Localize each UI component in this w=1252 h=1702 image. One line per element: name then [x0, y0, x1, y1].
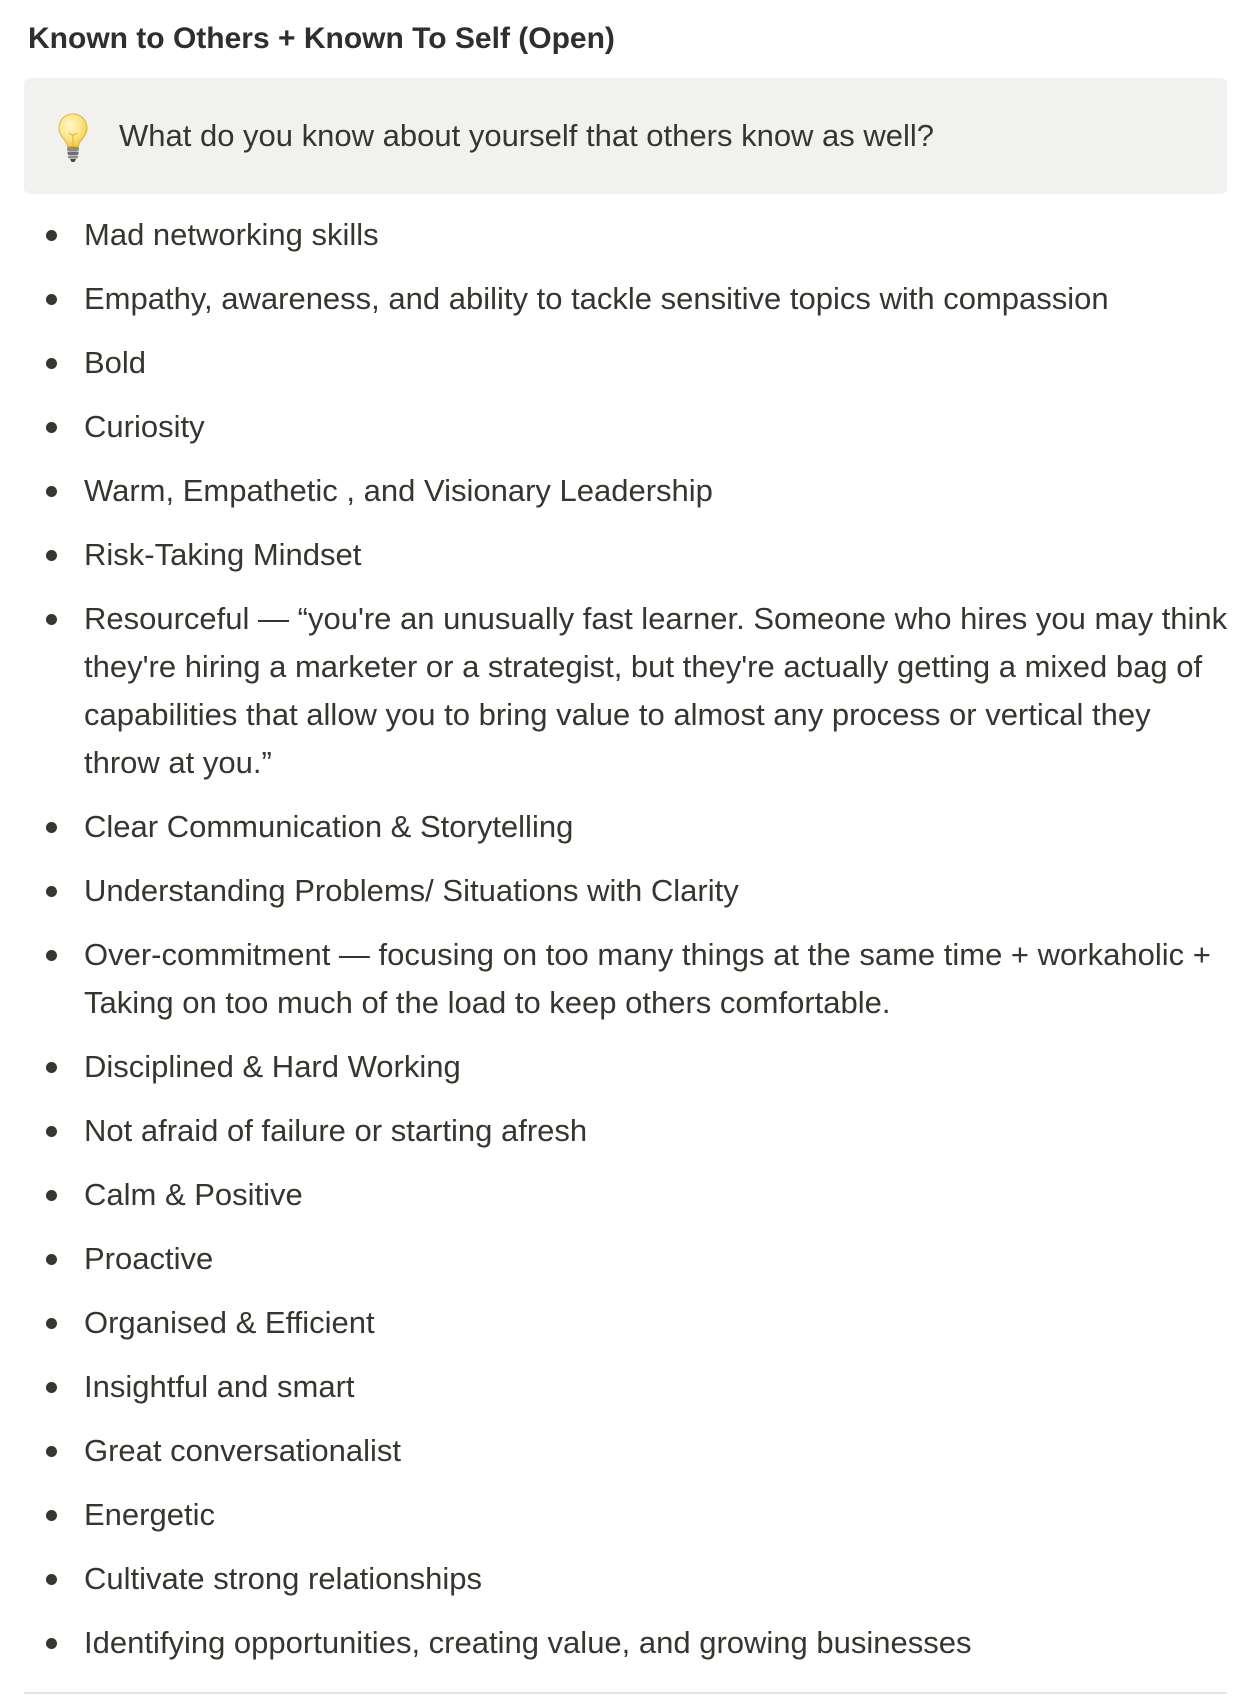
bulleted-list: [0, 211, 1252, 1683]
list-item-text: Calm & Positive: [84, 1177, 303, 1212]
list-item-text: Over-commitment — focusing on too many things at the same time + workaholic + Taking on too much of the load to keep others comfortable.: [84, 937, 1211, 1020]
list-item[interactable]: [0, 1299, 1252, 1347]
list-item-text: Mad networking skills: [84, 217, 379, 252]
list-item-text: Not afraid of failure or starting afresh: [84, 1113, 588, 1148]
list-item[interactable]: [0, 931, 1252, 1027]
list-item-text: Insightful and smart: [84, 1369, 355, 1404]
list-item[interactable]: [0, 339, 1252, 387]
list-item-text: Organised & Efficient: [84, 1305, 375, 1340]
list-item[interactable]: [0, 275, 1252, 323]
list-item[interactable]: [0, 1555, 1252, 1603]
bullet-dot-icon: [46, 358, 57, 369]
list-item[interactable]: [0, 803, 1252, 851]
bullet-dot-icon: [46, 1190, 57, 1201]
list-item[interactable]: [0, 1171, 1252, 1219]
list-item-text: Proactive: [84, 1241, 214, 1276]
list-item[interactable]: [0, 1619, 1252, 1667]
list-item[interactable]: [0, 1043, 1252, 1091]
list-item-text: Disciplined & Hard Working: [84, 1049, 461, 1084]
list-item[interactable]: [0, 1491, 1252, 1539]
list-item[interactable]: [0, 1363, 1252, 1411]
bullet-dot-icon: [46, 1446, 57, 1457]
list-item-text: Great conversationalist: [84, 1433, 402, 1468]
list-item[interactable]: [0, 531, 1252, 579]
bullet-dot-icon: [46, 550, 57, 561]
bullet-dot-icon: [46, 486, 57, 497]
bullet-dot-icon: [46, 1318, 57, 1329]
section-heading[interactable]: Known to Others + Known To Self (Open): [28, 22, 615, 55]
bullet-dot-icon: [46, 422, 57, 433]
bullet-dot-icon: [46, 886, 57, 897]
bullet-dot-icon: [46, 1510, 57, 1521]
list-item[interactable]: [0, 1235, 1252, 1283]
list-item-text: Understanding Problems/ Situations with Clarity: [84, 873, 739, 908]
list-item-text: Cultivate strong relationships: [84, 1561, 483, 1596]
list-item-text: Energetic: [84, 1497, 215, 1532]
list-item-text: Clear Communication & Storytelling: [84, 809, 574, 844]
list-item-text: Warm, Empathetic , and Visionary Leadership: [84, 473, 713, 508]
list-item[interactable]: [0, 403, 1252, 451]
list-item[interactable]: [0, 867, 1252, 915]
bullet-dot-icon: [46, 230, 57, 241]
divider: [24, 1692, 1227, 1694]
bullet-dot-icon: [46, 1574, 57, 1585]
callout-block[interactable]: [24, 78, 1227, 194]
list-item-text: Identifying opportunities, creating value, and growing businesses: [84, 1625, 972, 1660]
bullet-dot-icon: [46, 614, 57, 625]
list-item[interactable]: [0, 1427, 1252, 1475]
list-item[interactable]: [0, 467, 1252, 515]
bullet-dot-icon: [46, 1062, 57, 1073]
list-item[interactable]: [0, 595, 1252, 787]
callout-text[interactable]: What do you know about yourself that others know as well?: [119, 118, 935, 153]
bullet-dot-icon: [46, 1638, 57, 1649]
list-item-text: Bold: [84, 345, 147, 380]
bullet-dot-icon: [46, 294, 57, 305]
list-item-text: Resourceful — “you're an unusually fast learner. Someone who hires you may think they're hiring a marketer or a strategist, but they're actually getting a mixed bag of capabilities that allow you to bring value to almost any process or vertical they throw at you.”: [84, 601, 1228, 780]
bullet-dot-icon: [46, 950, 57, 961]
list-item-text: Empathy, awareness, and ability to tackle sensitive topics with compassion: [84, 281, 1109, 316]
list-item-text: Curiosity: [84, 409, 205, 444]
bullet-dot-icon: [46, 822, 57, 833]
list-item[interactable]: [0, 211, 1252, 259]
list-item[interactable]: [0, 1107, 1252, 1155]
bullet-dot-icon: [46, 1382, 57, 1393]
bullet-dot-icon: [46, 1126, 57, 1137]
lightbulb-icon[interactable]: [56, 111, 90, 163]
bullet-dot-icon: [46, 1254, 57, 1265]
list-item-text: Risk-Taking Mindset: [84, 537, 362, 572]
